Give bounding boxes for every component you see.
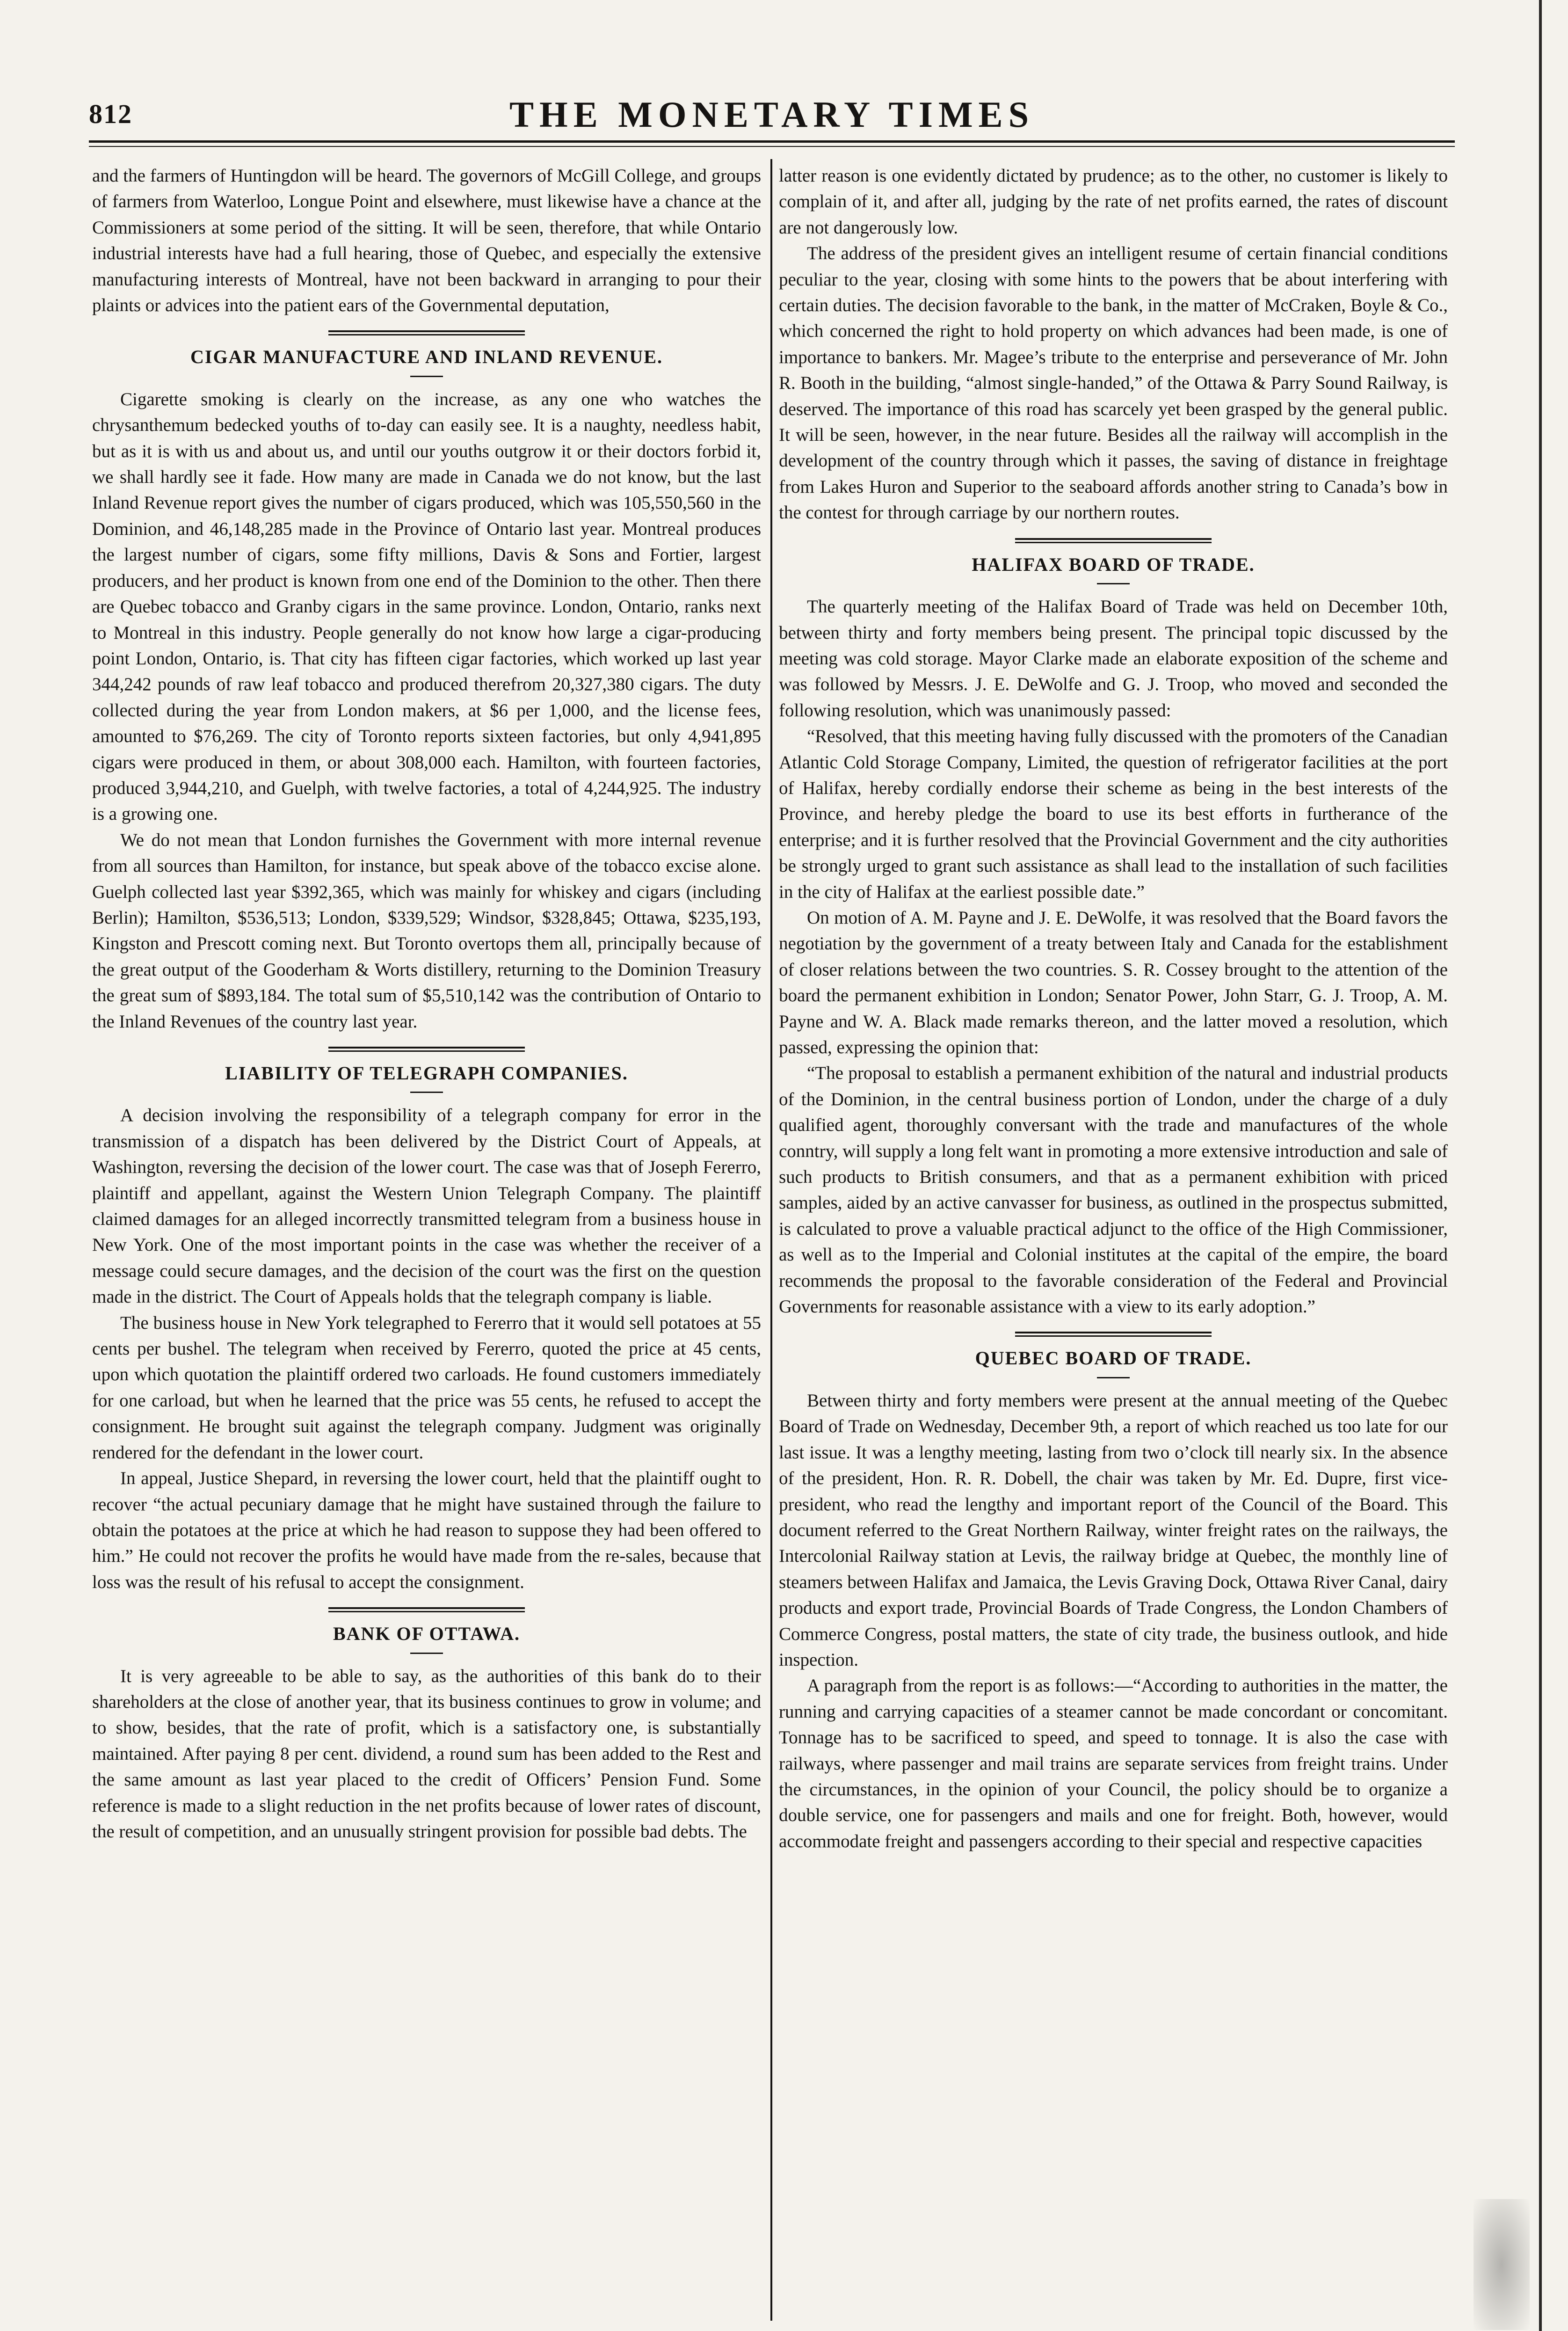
cigar-paragraph-2: We do not mean that London furnishes the Government with more internal revenue from all sources than Hamilton, for instance, but speak above of the tobacco excise alone. Guelph collected last year $392,365, which was mainly for whiskey and cigars (including Berlin); Hamilton, $536,513; London, $339,529; Windsor, $328,845; Ottawa, $235,193, Kingston and Prescott coming next. But Toronto overtops them all, principally because of the great output of the Gooderham & Worts distillery, returning to the Dominion Treasury the great sum of $893,184. The total sum of $5,510,142 was the contribution of Ontario to the Inland Revenues of the country last year.: [92, 830, 761, 1032]
halifax-resolution: “Resolved, that this meeting having fully discussed with the promoters of the Canadian Atlantic Cold Storage Company, Limited, the question of refrigerator facilities at the port of Halifax, hereby cordially endorse their scheme as being in the best interests of the Province, and hereby pledge the board to use its best efforts in furtherance of the enterprise; and it is further resolved that the Provincial Government and the city authorities be strongly urged to grant such assistance as shall lead to the installation of such facilities in the city of Halifax at the earliest possible date.”: [779, 726, 1448, 902]
section-title-halifax: HALIFAX BOARD OF TRADE.: [972, 554, 1255, 575]
telegraph-paragraph-3: In appeal, Justice Shepard, in reversing the lower court, held that the plaintiff ought to recover “the actual pecuniary damage that he might have sustained through the failure to obtain the potatoes at the price at which he had reason to suppose they had been offered to him.” He could not recover the profits he would have made from the re-sales, because that loss was the result of his refusal to accept the consignment.: [92, 1468, 761, 1592]
ottawa-continued-paragraph: latter reason is one evidently dictated by prudence; as to the other, no customer is likely to complain of it, and after all, judging by the rate of net profits earned, the rates of discount are not dangerously low.: [779, 166, 1448, 238]
page-number: 812: [89, 99, 132, 129]
scan-smudge: [1474, 2199, 1530, 2330]
section-rule: [328, 1047, 525, 1052]
title-underline: [410, 376, 443, 377]
section-title-quebec: QUEBEC BOARD OF TRADE.: [975, 1348, 1252, 1369]
telegraph-paragraph-2: The business house in New York telegraphed to Fererro that it would sell potatoes at 55 cents per bushel. The telegram when received by Fererro, quoted the price at 45 cents, upon which quotation the plaintiff ordered two carloads. He found customers immediately for one carload, but when he learned that the price was 55 cents, he refused to accept the consignment. He brought suit against the telegraph company. Judgment was originally rendered for the defendant in the lower court.: [92, 1312, 761, 1463]
left-column: [92, 163, 761, 1844]
cigar-paragraph-1: Cigarette smoking is clearly on the increase, as any one who watches the chrysanthemum bedecked youths of to-day can easily see. It is a naughty, needless habit, but as it is with us and about us, and until our youths outgrow it or their doctors forbid it, we shall hardly see it fade. How many are made in Canada we do not know, but the last Inland Revenue report gives the number of cigars produced, which was 105,550,560 in the Dominion, and 46,148,285 made in the Province of Ontario last year. Montreal produces the largest number of cigars, some fifty millions, Davis & Sons and Fortier, largest producers, and her product is known from one end of the Dominion to the other. Then there are Quebec tobacco and Granby cigars in the same province. London, Ontario, ranks next to Montreal in this industry. People generally do not know how large a cigar-producing point London, Ontario, is. That city has fifteen cigar factories, which worked up last year 344,242 pounds of raw leaf tobacco and produced therefrom 20,327,380 cigars. The duty collected during the year from London makers, at $6 per 1,000, and the license fees, amounted to $76,269. The city of Toronto reports sixteen factories, but only 4,941,895 cigars were produced in them, or about 308,000 each. Hamilton, with fourteen factories, produced 3,944,210, and Guelph, with twelve factories, a total of 4,244,925. The industry is a growing one.: [92, 389, 761, 824]
section-title-cigar: CIGAR MANUFACTURE AND INLAND REVENUE.: [190, 346, 663, 368]
scan-edge-shadow: [1539, 0, 1542, 2331]
intro-paragraph: and the farmers of Huntingdon will be heard. The governors of McGill College, and groups of farmers from Waterloo, Longue Point and elsewhere, must likewise have a chance at the Commissioners at some period of the sitting. It will be seen, therefore, that while Ontario industrial interests have had a full hearing, those of Quebec, and especially the extensive manufacturing interests of Montreal, have not been backward in arranging to pour their plaints or advices into the patient ears of the Governmental deputation,: [92, 166, 761, 316]
page-header: [89, 94, 1455, 145]
column-divider: [770, 159, 772, 2321]
title-underline: [410, 1653, 443, 1654]
right-column: [779, 163, 1448, 1854]
masthead-title: THE MONETARY TIMES: [509, 94, 1034, 135]
section-rule: [328, 1607, 525, 1612]
section-rule: [1015, 1332, 1212, 1337]
halifax-paragraph-1: The quarterly meeting of the Halifax Board of Trade was held on December 10th, between thirty and forty members being present. The principal topic discussed by the meeting was cold storage. Mayor Clarke made an elaborate exposition of the scheme and was followed by Messrs. J. E. DeWolfe and G. J. Troop, who moved and seconded the following resolution, which was unanimously passed:: [779, 597, 1448, 721]
section-rule: [1015, 538, 1212, 543]
ottawa-president-paragraph: The address of the president gives an intelligent resume of certain financial conditions peculiar to the year, closing with some hints to the powers that be about interfering with certain duties. The decision favorable to the bank, in the matter of McCraken, Boyle & Co., which concerned the right to hold property on which advances had been made, is one of importance to bankers. Mr. Magee’s tribute to the enterprise and perseverance of Mr. John R. Booth in the building, “almost single-handed,” of the Ottawa & Parry Sound Railway, is deserved. The importance of this road has scarcely yet been grasped by the general public. It will be seen, however, in the near future. Besides all the railway will accomplish in the development of the country through which it passes, the saving of distance in freightage from Lakes Huron and Superior to the seaboard affords another string to Canada’s bow in the contest for through carriage by our northern routes.: [779, 243, 1448, 523]
quebec-paragraph-1: Between thirty and forty members were present at the annual meeting of the Quebec Board of Trade on Wednesday, December 9th, a report of which reached us too late for our last issue. It was a lengthy meeting, lasting from two o’clock till nearly six. In the absence of the president, Hon. R. R. Dobell, the chair was taken by Mr. Ed. Dupre, first vice-president, who read the lengthy and important report of the Council of the Board. This document referred to the Great Northern Railway, winter freight rates on the railways, the Intercolonial Railway station at Levis, the railway bridge at Quebec, the monthly line of steamers between Halifax and Jamaica, the Levis Graving Dock, Ottawa River Canal, dairy products and export trade, Provincial Boards of Trade Congress, the London Chambers of Commerce Congress, postal matters, the state of city trade, the business outlook, and hide inspection.: [779, 1390, 1448, 1670]
halifax-paragraph-3: On motion of A. M. Payne and J. E. DeWolfe, it was resolved that the Board favors the negotiation by the government of a treaty between Italy and Canada for the establishment of closer relations between the two countries. S. R. Cossey brought to the attention of the board the permanent exhibition in London; Senator Power, John Starr, G. J. Troop, A. M. Payne and W. A. Black made remarks thereon, and the latter moved a resolution, which passed, expressing the opinion that:: [779, 907, 1448, 1057]
header-rule-thick: [89, 140, 1455, 143]
title-underline: [1097, 1377, 1130, 1378]
quebec-paragraph-2: A paragraph from the report is as follows:—“According to authorities in the matter, the running and carrying capacities of a steamer cannot be made concordant or concomitant. Tonnage has to be sacrificed to speed, and speed to tonnage. It is also the case with railways, where passenger and mail trains are separate services from freight trains. Under the circumstances, in the opinion of your Council, the policy should be to organize a double service, one for passengers and mails and one for freight. Both, however, would accommodate freight and passengers according to their special and respective capacities: [779, 1675, 1448, 1851]
section-title-telegraph: LIABILITY OF TELEGRAPH COMPANIES.: [225, 1063, 628, 1084]
ottawa-paragraph-1: It is very agreeable to be able to say, as the authorities of this bank do to their shareholders at the close of another year, that its business continues to grow in volume; and to show, besides, that the rate of profit, which is a satisfactory one, is substantially maintained. After paying 8 per cent. dividend, a round sum has been added to the Rest and the same amount as last year placed to the credit of Officers’ Pension Fund. Some reference is made to a slight reduction in the net profits because of lower rates of discount, the result of competition, and an unusually stringent provision for possible bad debts. The: [92, 1666, 761, 1842]
halifax-proposal: “The proposal to establish a permanent exhibition of the natural and industrial products of the Dominion, in the central business portion of London, under the charge of a duly qualified agent, thoroughly conversant with the trade and manufactures of the whole conntry, will supply a long felt want in promoting a more extensive introduction and sale of such products to British consumers, and that as a permanent exhibition with priced samples, aided by an active canvasser for business, as outlined in the prospectus submitted, is calculated to prove a valuable practical adjunct to the office of the High Commissioner, as well as to the Imperial and Colonial institutes at the capital of the empire, the board recommends the proposal to the favorable consideration of the Federal and Provincial Governments for reasonable assistance with a view to its early adoption.”: [779, 1063, 1448, 1317]
header-rule-thin: [89, 146, 1455, 147]
section-rule: [328, 330, 525, 335]
section-title-ottawa: BANK OF OTTAWA.: [333, 1623, 521, 1645]
title-underline: [1097, 583, 1130, 584]
title-underline: [410, 1092, 443, 1093]
telegraph-paragraph-1: A decision involving the responsibility of a telegraph company for error in the transmission of a dispatch has been delivered by the District Court of Appeals, at Washington, reversing the decision of the lower court. The case was that of Joseph Fererro, plaintiff and appellant, against the Western Union Telegraph Company. The plaintiff claimed damages for an alleged incorrectly transmitted telegram from a business house in New York. One of the most important points in the case was whether the receiver of a message could secure damages, and the decision of the court was the first on the question made in the district. The Court of Appeals holds that the telegraph company is liable.: [92, 1105, 761, 1307]
